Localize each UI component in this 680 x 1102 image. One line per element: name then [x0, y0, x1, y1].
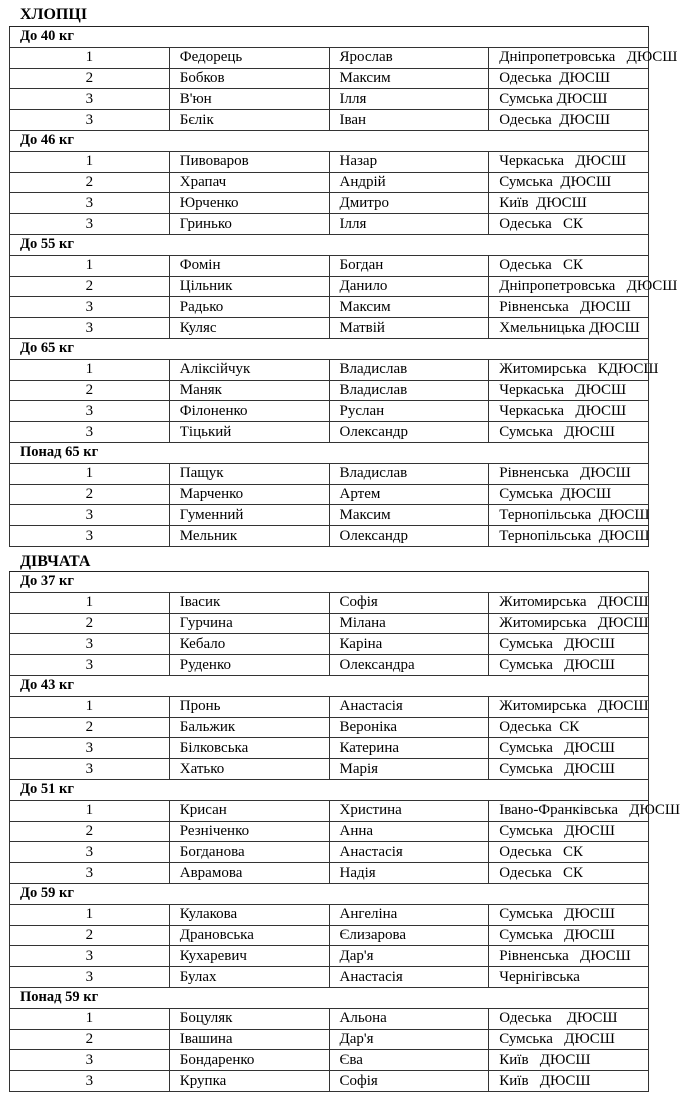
place-cell: 3 [10, 214, 170, 235]
first-name-cell: Дар'я [329, 1029, 489, 1050]
weight-category-label: До 65 кг [10, 338, 649, 359]
place-cell: 3 [10, 738, 170, 759]
table-row [10, 738, 649, 759]
table-row [10, 463, 649, 484]
first-name-cell: Ангеліна [329, 904, 489, 925]
first-name-cell: Іван [329, 110, 489, 131]
surname-cell: Івашина [169, 1029, 329, 1050]
club-cell: Одеська СК [489, 842, 649, 863]
table-row [10, 1050, 649, 1071]
club-cell: Тернопільська ДЮСШ [489, 526, 649, 547]
results-table-boys [9, 26, 678, 547]
first-name-cell: Ілля [329, 89, 489, 110]
place-cell: 3 [10, 193, 170, 214]
first-name-cell: Назар [329, 151, 489, 172]
surname-cell: Драновська [169, 925, 329, 946]
place-cell: 3 [10, 655, 170, 676]
club-cell: Сумська ДЮСШ [489, 172, 649, 193]
place-cell: 3 [10, 505, 170, 526]
club-cell: Івано-Франківська ДЮСШ [489, 800, 649, 821]
place-cell: 1 [10, 47, 170, 68]
results-table-girls [9, 571, 680, 1092]
club-cell: Хмельницька ДЮСШ [489, 318, 649, 339]
category-row [10, 234, 649, 255]
place-cell: 3 [10, 110, 170, 131]
surname-cell: Куляс [169, 318, 329, 339]
surname-cell: Хатько [169, 759, 329, 780]
club-cell: Одеська СК [489, 863, 649, 884]
table-row [10, 214, 649, 235]
surname-cell: Цільник [169, 276, 329, 297]
place-cell: 3 [10, 422, 170, 443]
table-row [10, 800, 649, 821]
surname-cell: Бєлік [169, 110, 329, 131]
table-row [10, 401, 649, 422]
category-row [10, 883, 649, 904]
weight-category-label: До 51 кг [10, 779, 649, 800]
club-cell: Рівненська ДЮСШ [489, 297, 649, 318]
category-row [10, 338, 649, 359]
first-name-cell: Ілля [329, 214, 489, 235]
table-row [10, 297, 649, 318]
first-name-cell: Анастасія [329, 967, 489, 988]
place-cell: 3 [10, 863, 170, 884]
table-row [10, 696, 649, 717]
category-row [10, 675, 649, 696]
first-name-cell: Данило [329, 276, 489, 297]
club-cell: Тернопільська ДЮСШ [489, 505, 649, 526]
first-name-cell: Артем [329, 484, 489, 505]
category-row [10, 442, 649, 463]
surname-cell: Філоненко [169, 401, 329, 422]
club-cell: Одеська СК [489, 717, 649, 738]
category-row [10, 987, 649, 1008]
first-name-cell: Альона [329, 1008, 489, 1029]
first-name-cell: Анастасія [329, 696, 489, 717]
surname-cell: Бобков [169, 68, 329, 89]
surname-cell: Богданова [169, 842, 329, 863]
place-cell: 3 [10, 1071, 170, 1092]
place-cell: 3 [10, 401, 170, 422]
place-cell: 3 [10, 297, 170, 318]
surname-cell: Гуменний [169, 505, 329, 526]
category-row [10, 130, 649, 151]
club-cell: Київ ДЮСШ [489, 1050, 649, 1071]
first-name-cell: Єлизарова [329, 925, 489, 946]
club-cell: Черкаська ДЮСШ [489, 151, 649, 172]
first-name-cell: Владислав [329, 463, 489, 484]
surname-cell: Федорець [169, 47, 329, 68]
club-cell: Сумська ДЮСШ [489, 738, 649, 759]
surname-cell: Крисан [169, 800, 329, 821]
club-cell: Сумська ДЮСШ [489, 634, 649, 655]
surname-cell: Пащук [169, 463, 329, 484]
club-cell: Сумська ДЮСШ [489, 759, 649, 780]
first-name-cell: Анна [329, 821, 489, 842]
category-row [10, 779, 649, 800]
first-name-cell: Максим [329, 68, 489, 89]
first-name-cell: Руслан [329, 401, 489, 422]
surname-cell: Бондаренко [169, 1050, 329, 1071]
place-cell: 2 [10, 276, 170, 297]
surname-cell: Івасик [169, 592, 329, 613]
table-row [10, 47, 649, 68]
table-row [10, 634, 649, 655]
place-cell: 1 [10, 904, 170, 925]
table-row [10, 193, 649, 214]
place-cell: 2 [10, 68, 170, 89]
table-row [10, 380, 649, 401]
club-cell: Сумська ДЮСШ [489, 925, 649, 946]
place-cell: 1 [10, 592, 170, 613]
first-name-cell: Максим [329, 505, 489, 526]
table-row [10, 1071, 649, 1092]
first-name-cell: Олександр [329, 422, 489, 443]
surname-cell: Боцуляк [169, 1008, 329, 1029]
surname-cell: Булах [169, 967, 329, 988]
table-row [10, 505, 649, 526]
table-row [10, 863, 649, 884]
club-cell: Одеська ДЮСШ [489, 68, 649, 89]
first-name-cell: Владислав [329, 380, 489, 401]
club-cell: Житомирська ДЮСШ [489, 613, 649, 634]
surname-cell: Аліксійчук [169, 359, 329, 380]
table-row [10, 925, 649, 946]
first-name-cell: Вероніка [329, 717, 489, 738]
table-row [10, 68, 649, 89]
place-cell: 1 [10, 696, 170, 717]
table-row [10, 1008, 649, 1029]
first-name-cell: Олександра [329, 655, 489, 676]
club-cell: Київ ДЮСШ [489, 1071, 649, 1092]
first-name-cell: Єва [329, 1050, 489, 1071]
weight-category-label: Понад 59 кг [10, 987, 649, 1008]
table-row [10, 904, 649, 925]
surname-cell: Мельник [169, 526, 329, 547]
place-cell: 2 [10, 380, 170, 401]
surname-cell: Юрченко [169, 193, 329, 214]
club-cell: Сумська ДЮСШ [489, 821, 649, 842]
first-name-cell: Олександр [329, 526, 489, 547]
place-cell: 3 [10, 967, 170, 988]
table-row [10, 422, 649, 443]
surname-cell: Гринько [169, 214, 329, 235]
club-cell: Черкаська ДЮСШ [489, 401, 649, 422]
place-cell: 3 [10, 318, 170, 339]
first-name-cell: Христина [329, 800, 489, 821]
weight-category-label: До 59 кг [10, 883, 649, 904]
club-cell: Сумська ДЮСШ [489, 1029, 649, 1050]
table-row [10, 655, 649, 676]
table-row [10, 276, 649, 297]
first-name-cell: Матвій [329, 318, 489, 339]
category-row [10, 27, 649, 48]
club-cell: Сумська ДЮСШ [489, 904, 649, 925]
surname-cell: Храпач [169, 172, 329, 193]
first-name-cell: Дмитро [329, 193, 489, 214]
weight-category-label: До 46 кг [10, 130, 649, 151]
first-name-cell: Софія [329, 592, 489, 613]
place-cell: 3 [10, 1050, 170, 1071]
place-cell: 2 [10, 172, 170, 193]
first-name-cell: Мілана [329, 613, 489, 634]
club-cell: Одеська ДЮСШ [489, 110, 649, 131]
table-row [10, 318, 649, 339]
surname-cell: Пивоваров [169, 151, 329, 172]
first-name-cell: Владислав [329, 359, 489, 380]
first-name-cell: Надія [329, 863, 489, 884]
club-cell: Сумська ДЮСШ [489, 655, 649, 676]
table-row [10, 359, 649, 380]
surname-cell: Фомін [169, 255, 329, 276]
club-cell: Рівненська ДЮСШ [489, 946, 649, 967]
club-cell: Рівненська ДЮСШ [489, 463, 649, 484]
place-cell: 1 [10, 255, 170, 276]
table-row [10, 592, 649, 613]
first-name-cell: Андрій [329, 172, 489, 193]
surname-cell: Кулакова [169, 904, 329, 925]
surname-cell: Гурчина [169, 613, 329, 634]
place-cell: 3 [10, 634, 170, 655]
place-cell: 2 [10, 613, 170, 634]
surname-cell: Білковська [169, 738, 329, 759]
club-cell: Дніпропетровська ДЮСШ [489, 47, 649, 68]
surname-cell: Руденко [169, 655, 329, 676]
club-cell: Одеська ДЮСШ [489, 1008, 649, 1029]
weight-category-label: До 55 кг [10, 234, 649, 255]
place-cell: 2 [10, 717, 170, 738]
table-row [10, 842, 649, 863]
place-cell: 3 [10, 89, 170, 110]
first-name-cell: Дар'я [329, 946, 489, 967]
place-cell: 3 [10, 759, 170, 780]
first-name-cell: Ярослав [329, 47, 489, 68]
club-cell: Житомирська ДЮСШ [489, 592, 649, 613]
club-cell: Черкаська ДЮСШ [489, 380, 649, 401]
surname-cell: Аврамова [169, 863, 329, 884]
table-row [10, 967, 649, 988]
club-cell: Київ ДЮСШ [489, 193, 649, 214]
table-row [10, 613, 649, 634]
club-cell: Сумська ДЮСШ [489, 422, 649, 443]
first-name-cell: Максим [329, 297, 489, 318]
place-cell: 1 [10, 359, 170, 380]
place-cell: 1 [10, 151, 170, 172]
place-cell: 2 [10, 1029, 170, 1050]
first-name-cell: Марія [329, 759, 489, 780]
weight-category-label: До 40 кг [10, 27, 649, 48]
table-row [10, 759, 649, 780]
weight-category-label: До 43 кг [10, 675, 649, 696]
surname-cell: Пронь [169, 696, 329, 717]
club-cell: Житомирська ДЮСШ [489, 696, 649, 717]
table-row [10, 821, 649, 842]
table-row [10, 172, 649, 193]
surname-cell: Кухаревич [169, 946, 329, 967]
first-name-cell: Богдан [329, 255, 489, 276]
club-cell: Одеська СК [489, 255, 649, 276]
place-cell: 3 [10, 526, 170, 547]
place-cell: 3 [10, 842, 170, 863]
club-cell: Сумська ДЮСШ [489, 484, 649, 505]
table-row [10, 89, 649, 110]
surname-cell: Бальжик [169, 717, 329, 738]
first-name-cell: Софія [329, 1071, 489, 1092]
place-cell: 2 [10, 484, 170, 505]
surname-cell: Резніченко [169, 821, 329, 842]
place-cell: 2 [10, 821, 170, 842]
first-name-cell: Катерина [329, 738, 489, 759]
place-cell: 1 [10, 1008, 170, 1029]
place-cell: 2 [10, 925, 170, 946]
table-row [10, 526, 649, 547]
first-name-cell: Каріна [329, 634, 489, 655]
club-cell: Одеська СК [489, 214, 649, 235]
table-row [10, 151, 649, 172]
surname-cell: Марченко [169, 484, 329, 505]
table-row [10, 110, 649, 131]
surname-cell: Маняк [169, 380, 329, 401]
surname-cell: В'юн [169, 89, 329, 110]
place-cell: 1 [10, 463, 170, 484]
section-title-girls: ДІВЧАТА [20, 553, 91, 570]
place-cell: 1 [10, 800, 170, 821]
surname-cell: Крупка [169, 1071, 329, 1092]
surname-cell: Кебало [169, 634, 329, 655]
place-cell: 3 [10, 946, 170, 967]
category-row [10, 572, 649, 593]
table-row [10, 717, 649, 738]
table-row [10, 484, 649, 505]
club-cell: Сумська ДЮСШ [489, 89, 649, 110]
club-cell: Дніпропетровська ДЮСШ [489, 276, 649, 297]
first-name-cell: Анастасія [329, 842, 489, 863]
section-title-boys: ХЛОПЦІ [20, 6, 88, 23]
club-cell: Житомирська КДЮСШ [489, 359, 649, 380]
surname-cell: Радько [169, 297, 329, 318]
table-row [10, 255, 649, 276]
weight-category-label: До 37 кг [10, 572, 649, 593]
table-row [10, 1029, 649, 1050]
surname-cell: Тіцький [169, 422, 329, 443]
weight-category-label: Понад 65 кг [10, 442, 649, 463]
club-cell: Чернігівська [489, 967, 649, 988]
table-row [10, 946, 649, 967]
